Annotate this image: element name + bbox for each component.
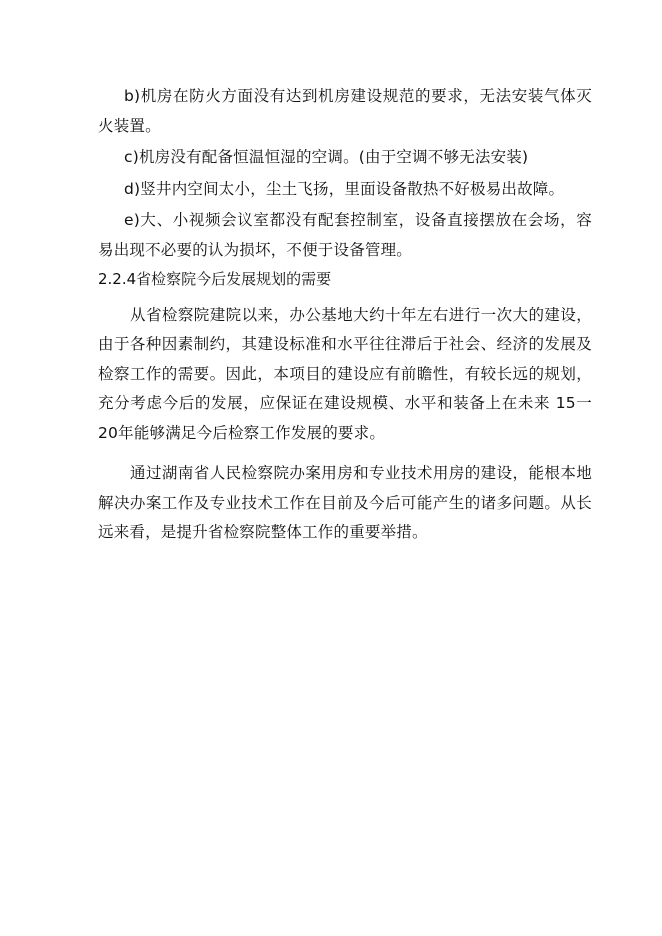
list-item-text: 机房在防火方面没有达到机房建设规范的要求，无法安装气体灭火装置。 <box>98 87 592 135</box>
list-item-text: 大、小视频会议室都没有配套控制室，设备直接摆放在会场，容易出现不必要的认为损坏，不便于设备管理。 <box>98 211 592 259</box>
list-item-b <box>98 82 592 141</box>
list-item-e <box>98 206 592 265</box>
document-body <box>98 82 592 548</box>
body-paragraph: 从省检察院建院以来，办公基地大约十年左右进行一次大的建设，由于各种因素制约，其建设标准和水平往往滞后于社会、经济的发展及检察工作的需要。因此，本项目的建设应有前瞻性，有较长远的规划，充分考虑今后的发展，应保证在建设规模、水平和装备上在未来 15一20年能够满足今后检察工作发展的要求。 <box>98 305 592 442</box>
list-item-label: e) <box>124 211 140 229</box>
list-item-label: b) <box>124 87 141 105</box>
list-item-text: 竖井内空间太小，尘土飞扬，里面设备散热不好极易出故障。 <box>140 179 565 198</box>
list-item-label: c) <box>124 148 139 166</box>
list-item-text: 机房没有配备恒温恒湿的空调。(由于空调不够无法安装) <box>138 148 529 166</box>
list-item-d <box>98 175 592 205</box>
section-heading: 2.2.4省检察院今后发展规划的需要 <box>98 270 332 288</box>
body-paragraph: 通过湖南省人民检察院办案用房和专业技术用房的建设，能根本地解决办案工作及专业技术工作在目前及今后可能产生的诸多问题。从长远来看，是提升省检察院整体工作的重要举措。 <box>98 464 592 541</box>
list-item-c <box>98 143 592 173</box>
list-item-label: d) <box>124 179 141 198</box>
